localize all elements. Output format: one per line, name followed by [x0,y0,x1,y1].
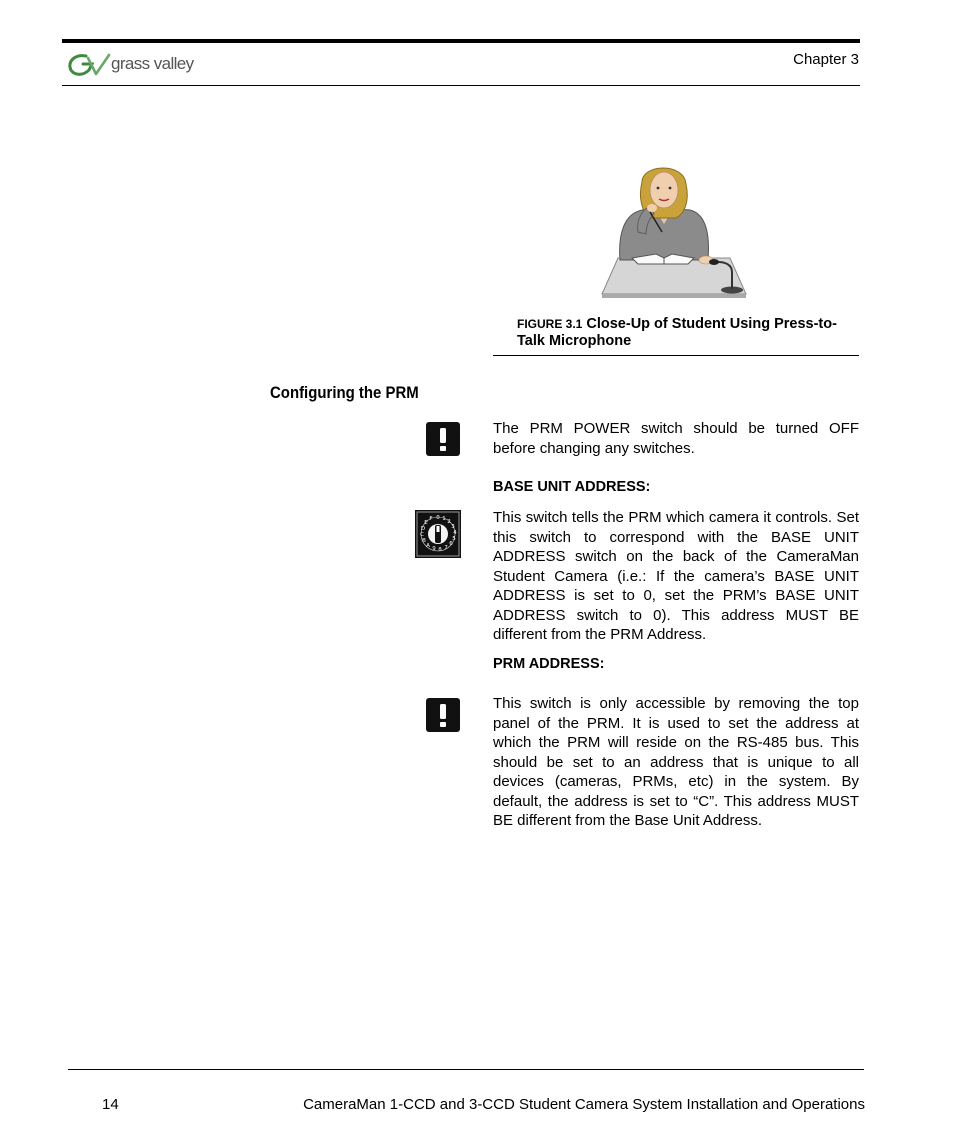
figure-label: FIGURE 3.1 [517,317,583,331]
svg-text:9: 9 [432,546,436,552]
header-top-rule [62,39,860,43]
warning-exclamation-icon [426,698,460,732]
section-heading: Configuring the PRM [270,383,419,402]
svg-text:5: 5 [452,536,456,542]
page-number: 14 [102,1096,119,1113]
svg-text:B: B [422,538,426,544]
svg-text:1: 1 [442,516,446,522]
grass-valley-logo [68,52,208,80]
figure-caption [517,316,860,350]
prm-address-text: This switch is only accessible by removing the top panel of the PRM. It is used to set the address at which the PRM will reside on the RS-485 bus. This should be set to an address that is unique to all devices (cameras, PRMs, etc) in the system. By default, the address is set to “C”. This address MUST BE different from the Base Unit Address. [493,695,859,829]
warning-exclamation-icon [426,422,460,456]
svg-text:6: 6 [449,541,453,547]
rotary-switch-icon [415,510,461,558]
svg-text:A: A [426,543,430,549]
base-unit-address-heading: BASE UNIT ADDRESS: [493,479,651,495]
svg-text:D: D [420,526,426,532]
prm-address-heading: PRM ADDRESS: [493,656,605,672]
chapter-label: Chapter 3 [793,51,859,68]
figure-caption-text: Close-Up of Student Using Press-to-Talk Microphone [517,316,837,349]
grass-valley-logo-mark-icon [68,52,112,78]
header-bottom-rule [62,85,860,86]
svg-text:4: 4 [453,530,457,536]
svg-text:E: E [424,520,428,526]
svg-text:C: C [420,532,424,538]
svg-text:8: 8 [438,547,442,553]
svg-text:7: 7 [444,545,448,551]
svg-text:3: 3 [451,524,455,530]
footer-rule [68,1069,864,1070]
svg-text:2: 2 [447,519,451,525]
power-warning-text: The PRM POWER switch should be turned OFF before changing any switches. [493,420,859,457]
caption-rule [493,355,859,356]
svg-text:0: 0 [436,515,440,521]
student-microphone-illustration [598,162,748,300]
logo-wordmark: grass valley [111,54,194,73]
footer-title: CameraMan 1-CCD and 3-CCD Student Camera System Installation and Operations [303,1096,865,1113]
svg-text:F: F [429,516,433,522]
base-unit-address-text: This switch tells the PRM which camera it controls. Set this switch to correspond with the BASE UNIT ADDRESS switch on the back of the CameraMan Student Camera (i.e.: If the camera’s BASE UNIT ADDRESS is set to 0, set the PRM’s BASE UNIT ADDRESS switch to 0). This address MUST BE different from the PRM Address. [493,509,859,643]
